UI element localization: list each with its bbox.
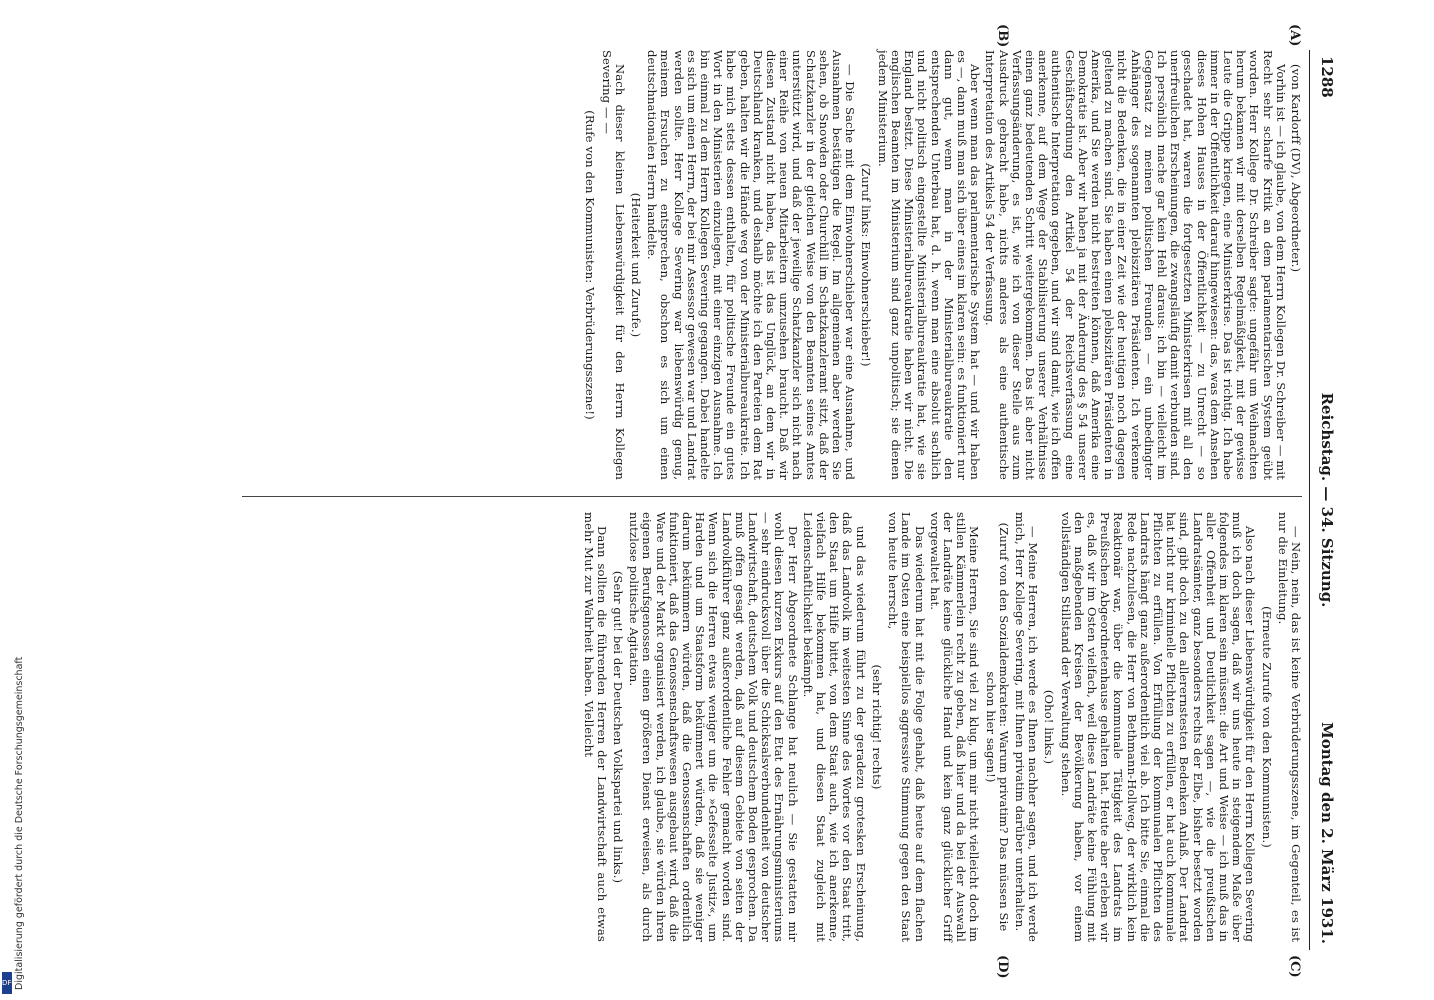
interjection: (sehr richtig! rechts) [869, 664, 884, 790]
dfg-logo: DFG [2, 972, 12, 994]
paragraph: Das wiederum hat mit die Folge gehabt, daß heute auf dem flachen Lande im Osten eine beispiellos aggressive Stimmung gegen den Staat von heute herrscht, [886, 512, 927, 942]
page-number: 1288 [1318, 56, 1336, 98]
page-header [1309, 50, 1340, 950]
text-column-right [579, 512, 1302, 942]
digitization-credit: Digitalisierung gefördert durch die Deutsche Forschungsgemeinschaft [14, 656, 25, 990]
margin-marker-b: (B) [995, 24, 1010, 48]
margin-marker-d: (D) [995, 955, 1010, 979]
paragraph: — Die Sache mit dem Einwohnerschieber war eine Ausnahme, und Ausnahmen bestätigen die Regel. Im allgemeinen aber werden Sie sehen, ob Snowden oder Churchill im Schatzkanzleramt sitzt, daß der Schatzkanzler in der gleichen Weise von den Beamten seines Amtes unterstützt wird, und daß der jeweilige Schatzkanzler sich nicht nach einer Reihe von neuen Mitarbeitern umzusehen braucht. Daß wir diesen Zustand nicht haben, das ist das Unglück, an dem wir in Deutschland kranken, und deshalb möchte ich den Parteien dem Rat geben, halten wir die Hände weg von der Ministerialbureaukratie. Ich habe mich stets dessen enthalten, für politische Freunde ein gutes Wort in den Ministerien einzulegen, mit einer einzigen Ausnahme. Ich bin einmal zu dem Herrn Kollegen Severing gegangen. Dabei handelte es sich um einen Herrn, der bei mir Assessor gewesen war und Landrat werden sollte. Herr Kollege Severing war liebenswürdig genug, meinem Ersuchen zu entsprechen, obschon es sich um einen deutschnationalen Herrn handelte. [645, 50, 858, 480]
paragraph: — Nein, nein, das ist keine Verbrüderungsszene, im Gegenteil, es ist nur die Einleitung. [1275, 512, 1303, 942]
interjection: (Oho! links.) [1042, 689, 1057, 765]
session-date: Montag den 2. März 1931. [1318, 722, 1336, 944]
interjection: (Zuruf links: Einwohnerschieber!) [859, 163, 874, 367]
interjection: (Sehr gut! bei der Deutschen Volkspartei und links.) [611, 570, 626, 884]
paragraph: Vorhin ist — ich glaube, von dem Herrn Kollegen Dr. Schreiber — mit Recht sehr scharfe Kritik an dem parlamentarischen System geübt worden. Herr Kollege Dr. Schreiber sagte: ungefähr um Weihnachten herum bekamen wir mit derselben Regelmäßigkeit, mit der gewisse Leute die Grippe kriegen, eine Ministerkrise. Das ist richtig. Ich habe immer in der Öffentlichkeit darauf hingewiesen: das, was dem Ansehen dieses Hohen Hauses in der Öffentlichkeit — zu Unrecht — so geschadet hat, waren die fortgesetzten Ministerkrisen mit all den unerfreulichen Erscheinungen, die zwangsläufig damit verbunden sind. Ich persönlich mache gar kein Hehl daraus: ich bin — vielleicht im Gegensatz zu meinen politischen Freunden — ein unbedingter Anhänger des sogenannten plebiszitären Präsidenten. Ich verkenne nicht die Bedenken, die in einer Zeit wie der heutigen noch dagegen geltend zu machen sind. Sie haben einen plebiszitären Präsidenten in Amerika, und Sie werden nicht bestreiten können, daß Amerika eine Demokratie ist. Aber wir haben ja mit der Änderung des § 54 unserer Geschäftsordnung den Artikel 54 der Reichsverfassung eine authentische Interpretation gegeben, und wir sind damit, wie ich offen anerkenne, auf dem Wege der Stabilisierung unserer Verhältnisse einen ganz bedeutenden Schritt weitergekommen. Das ist aber nicht Verfassungsänderung, es ist, wie ich von dieser Stelle aus zum Ausdruck gebracht habe, nichts anderes als eine authentische Interpretation des Artikels 54 der Verfassung. [983, 50, 1288, 480]
paragraph: Dann sollten die führenden Herren der Landwirtschaft auch etwas mehr Mut zur Wahrheit haben. Vielleicht [581, 512, 609, 942]
newspaper-sheet [90, 24, 1340, 979]
paragraph: Meine Herren, Sie sind viel zu klug, um mir nicht vielleicht doch im stillen Kämmerlein recht zu geben, daß hier und da bei der Auswahl der Landräte keine glückliche Hand und kein ganz glücklicher Griff vorgewaltet hat. [927, 512, 982, 942]
paragraph: Der Herr Abgeordnete Schlange hat neulich — Sie gestatten mir wohl diesen kurzen Exkurs auf den Etat des Ernährungsministeriums — sehr eindrucksvoll über die Schicksalsverbundenheit von deutscher Landwirtschaft, deutschem Volk und deutschem Boden gesprochen. Da muß offen gesagt werden, daß auf diesem Gebiete von seiten der Landvolkführer ganz außerordentliche Fehler gemacht worden sind. Wenn sich die Herren etwas weniger um die »Gefesselte Justiz«, um Harden und um Staatsform bekümmert würden, daß sie weniger darum bekümmern würden, daß die Genossenschaften ordentlich funktioniert, daß das Genossenschaftswesen ausgebaut wird, daß die Ware und der Markt organisiert werden, ich glaube, sie würden ihren eigenen Berufsgenossen einen größeren Dienst erweisen, als durch nutzlose politische Agitation. [627, 512, 800, 942]
paragraph: Also nach dieser Liebenswürdigkeit für den Herrn Kollegen Severing muß ich doch sagen, daß wir uns heute in steigendem Maße über folgendes im klaren sein müssen: die Art und Weise — ich muß das in aller Offenheit und Deutlichkeit sagen —, wie die preußischen Landratsämter, ganz besonders rechts der Elbe, bisher besetzt worden sind, gibt doch zu den allerernstesten Bedenken Anlaß. Der Landrat hat nicht nur kriminelle Pflichten zu erfüllen, er hat auch kommunale Pflichten zu erfüllen. Von Erfüllung der kommunalen Pflichten des Landrats hängt ganz außerordentlich viel ab. Ich bitte Sie, einmal die Rede nachzulesen, die Herr von Bethmann-Hollweg, der wirklich kein Reaktionär war, über die kommunale Tätigkeit des Landrats im Preußischen Abgeordnetenhause gehalten hat. Heute aber erleben wir es, daß wir im Osten vielfach, weil diese Landräte keine Fühlung mit den maßgebenden Kreisen der Bevölkerung haben, vor einem vollständigen Stillstand der Verwaltung stehen. [1058, 512, 1258, 942]
text-column-left [580, 50, 1302, 480]
interjection: (Heiterkeit und Zurufe.) [629, 192, 644, 338]
paragraph: Nach dieser kleinen Liebenswürdigkeit für den Herrn Kollegen Severing — — [599, 50, 627, 480]
margin-marker-c: (C) [1287, 955, 1302, 978]
interjection: (Zuruf von den Sozialdemokraten: Warum privatim? Das müssen Sie schon hier sagen!) [983, 522, 1011, 932]
paragraph: (von Kardorff (DV), Abgeordneter.) [1289, 64, 1303, 273]
paragraph: Aber wenn man das parlamentarische System hat — und wir haben es —, dann muß man sich über eines im klaren sein: es funktioniert nur dann gut, wenn man in der Ministerialbureaukratie den entsprechenden Unterbau hat, d. h. wenn man eine absolut sachlich und nicht politisch eingestellte Ministerialbureaukratie hat, wie sie England besitzt. Diese Ministerialbureaukratie haben wir nicht. Die englischen Beamten im Ministerium sind ganz unpolitisch; sie dienen jedem Ministerium. [875, 50, 983, 480]
margin-marker-a: (A) [1287, 24, 1302, 47]
interjection: (Rufe von den Kommunisten: Verbrüderungsszene!) [583, 110, 598, 420]
column-divider [242, 496, 1302, 497]
interjection: (Erneute Zurufe von den Kommunisten.) [1259, 606, 1274, 848]
paragraph: — Meine Herren, ich werde es Ihnen nachher sagen, und ich werde mich, Herr Kollege Severing, mit Ihnen privatim darüber unterhalten. [1012, 512, 1041, 942]
paragraph: und das wiederum führt zu der geradezu grotesken Erscheinung, daß das Landvolk im weitesten Sinne des Wortes vor den Staat tritt, den Staat um Hilfe bittet, von dem Staat auch, wie ich anerkenne, vielfach Hilfe bekommen hat, und diesen Staat zugleich mit Leidenschaftlichkeit bekämpft. [800, 512, 868, 942]
session-title: Reichstag. — 34. Sitzung. [1318, 392, 1336, 608]
